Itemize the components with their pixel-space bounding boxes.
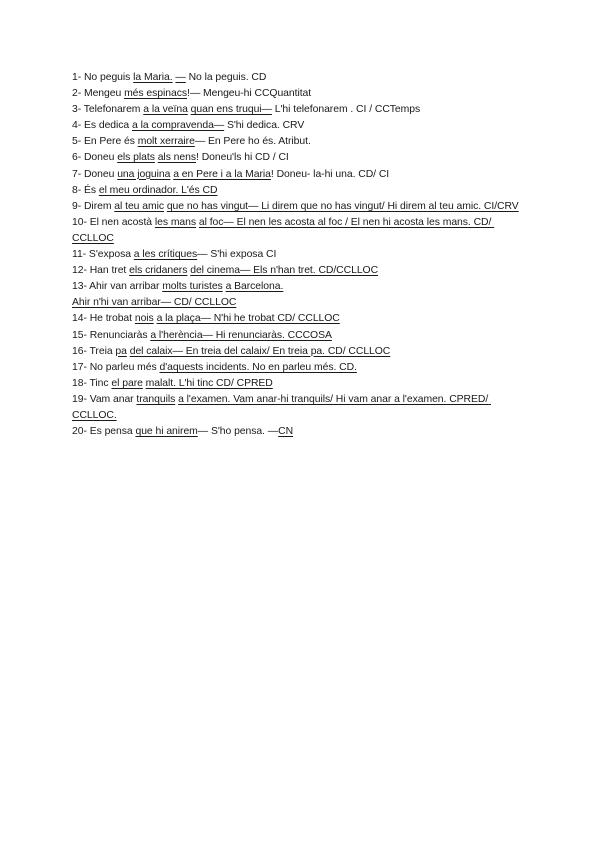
underlined-text: als nens <box>157 152 197 164</box>
line-text: 17- No parleu més <box>72 361 160 373</box>
underlined-text: el pare <box>111 377 143 389</box>
line-text: 11- S'exposa <box>72 249 134 261</box>
underlined-text: el meu ordinador. L'és CD <box>98 184 218 196</box>
underlined-text: a l'herència— Hi renunciaràs. CCCOSA <box>150 329 332 341</box>
exercise-line <box>72 118 530 134</box>
line-text: 8- És <box>72 184 99 196</box>
line-text: 10- El nen acostà <box>72 216 155 228</box>
underlined-text: CN <box>278 426 294 438</box>
line-text: ! Doneu'ls hi CD / CI <box>196 152 289 164</box>
underlined-text: — <box>175 72 186 83</box>
line-text: ! Doneu- la-hi una. CD/ CI <box>270 168 390 180</box>
underlined-text: Ahir n'hi van arribar— CD/ CCLLOC <box>72 297 237 309</box>
exercise-line <box>72 247 530 263</box>
line-text: 16- Treia <box>72 345 116 357</box>
exercise-line <box>72 424 530 440</box>
line-text: — S'ho pensa. — <box>197 426 279 438</box>
exercise-line <box>72 311 530 327</box>
line-text: !— Mengeu-hi CCQuantitat <box>187 88 312 100</box>
underlined-text: la Maria. <box>133 72 173 83</box>
exercise-line <box>72 70 530 86</box>
underlined-text: a Barcelona. <box>225 281 284 293</box>
underlined-text: a l'examen. Vam anar-hi tranquils/ Hi vam anar a l'examen. CPRED/ CCLLOC. <box>72 393 491 421</box>
line-text: S'hi dedica. CRV <box>224 120 305 132</box>
underlined-text: més espinacs <box>124 88 187 100</box>
line-text: 3- Telefonarem <box>72 104 144 116</box>
line-text: 7- Doneu <box>72 168 118 180</box>
underlined-text: malalt. L'hi tinc CD/ CPRED <box>145 377 273 389</box>
exercise-line <box>72 328 530 344</box>
exercise-line <box>72 86 530 102</box>
exercise-line <box>72 344 530 360</box>
underlined-text: pa <box>115 345 127 357</box>
exercise-line <box>72 376 530 392</box>
line-text: — S'hi exposa CI <box>197 249 277 261</box>
exercise-line <box>72 263 530 279</box>
line-text: 20- Es pensa <box>72 426 136 438</box>
line-text: 4- Es dedica <box>72 120 132 132</box>
exercise-line <box>72 102 530 118</box>
underlined-text: molt xerraire <box>137 136 195 148</box>
underlined-text: del calaix— En treia del calaix/ En treia pa. CD/ CCLLOC <box>129 345 391 357</box>
underlined-text: a la plaça— N'hi he trobat CD/ CCLLOC <box>156 313 340 325</box>
underlined-text: al teu amic <box>114 200 164 212</box>
line-text: 15- Renunciaràs <box>72 329 151 341</box>
underlined-text: les mans <box>154 216 197 228</box>
line-text: 18- Tinc <box>72 377 112 389</box>
underlined-text: els cridaners <box>129 265 188 277</box>
line-text: 5- En Pere és <box>72 136 138 148</box>
line-text: 2- Mengeu <box>72 88 125 100</box>
exercise-line <box>72 360 530 376</box>
underlined-text: una joguina <box>117 168 171 180</box>
underlined-text: que no has vingut— Li direm que no has vingut/ Hi direm al teu amic. CI/CRV <box>166 200 519 212</box>
line-text: 1- No peguis <box>72 72 134 83</box>
underlined-text: nois <box>134 313 154 325</box>
line-text: L'hi telefonarem . CI / CCTemps <box>271 104 421 116</box>
line-text: — En Pere ho és. Atribut. <box>194 136 311 148</box>
underlined-text: quan ens truqui— <box>190 104 272 116</box>
exercise-line <box>72 183 530 199</box>
underlined-text: a en Pere i a la Maria <box>173 168 271 180</box>
exercise-line <box>72 279 530 295</box>
underlined-text: tranquils <box>136 393 176 405</box>
line-text: 9- Direm <box>72 200 115 212</box>
underlined-text: molts turistes <box>162 281 223 293</box>
underlined-text: al foc— El nen les acosta al foc / El nen hi acosta les mans. CD/ CCLLOC <box>72 216 495 244</box>
underlined-text: a la veïna <box>143 104 188 116</box>
underlined-text: d'aquests incidents. No en parleu més. CD. <box>159 361 357 373</box>
line-text: 6- Doneu <box>72 152 118 164</box>
underlined-text: a les crítiques <box>133 249 198 261</box>
line-text: 14- He trobat <box>72 313 135 325</box>
exercise-line <box>72 392 530 424</box>
line-text: 13- Ahir van arribar <box>72 281 163 293</box>
exercise-line <box>72 134 530 150</box>
line-text: 12- Han tret <box>72 265 130 277</box>
exercise-line <box>72 167 530 183</box>
exercise-line <box>72 150 530 166</box>
exercise-line <box>72 295 530 311</box>
exercise-line <box>72 215 530 247</box>
underlined-text: els plats <box>117 152 155 164</box>
line-text: 19- Vam anar <box>72 393 137 405</box>
exercise-line <box>72 199 530 215</box>
line-text: No la peguis. CD <box>185 72 267 83</box>
underlined-text: a la compravenda— <box>132 120 225 132</box>
underlined-text: del cinema— Els n'han tret. CD/CCLLOC <box>190 265 379 277</box>
exercise-list <box>72 70 530 440</box>
underlined-text: que hi anirem <box>135 426 198 438</box>
